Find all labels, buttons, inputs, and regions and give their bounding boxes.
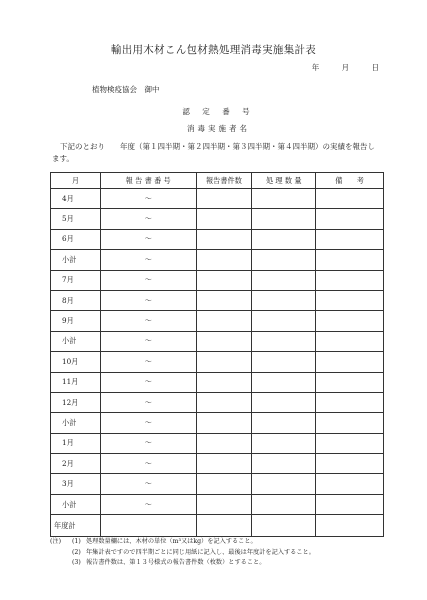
report-count-cell[interactable]	[196, 229, 252, 249]
addressee: 植物検疫協会 御中	[92, 85, 160, 94]
note-text: 報告書件数は、第１３号様式の報告書件数（枚数）とすること。	[86, 559, 266, 566]
table-row	[51, 372, 384, 392]
table-row	[51, 413, 384, 433]
quantity-cell[interactable]	[252, 229, 316, 249]
report-count-cell[interactable]	[196, 311, 252, 331]
report-count-cell[interactable]	[196, 352, 252, 372]
month-cell: 小計	[51, 250, 101, 270]
report-number-cell[interactable]: ～	[100, 189, 196, 209]
report-number-cell[interactable]: ～	[100, 229, 196, 249]
table-row	[51, 229, 384, 249]
note-item	[50, 558, 390, 569]
remarks-cell[interactable]	[316, 392, 384, 412]
report-number-cell[interactable]: ～	[100, 392, 196, 412]
note-number: (2)	[72, 548, 81, 556]
month-cell: 小計	[51, 331, 101, 351]
quantity-cell[interactable]	[252, 352, 316, 372]
month-cell: 10月	[51, 352, 101, 372]
header-remarks: 備 考	[316, 173, 384, 189]
report-count-cell[interactable]	[196, 372, 252, 392]
quantity-cell[interactable]	[252, 474, 316, 494]
month-cell: 4月	[51, 189, 101, 209]
header-report-count: 報告書件数	[196, 173, 252, 189]
quantity-cell[interactable]	[252, 454, 316, 474]
report-number-cell[interactable]: ～	[100, 290, 196, 310]
remarks-cell[interactable]	[316, 270, 384, 290]
month-cell: 7月	[51, 270, 101, 290]
quantity-cell[interactable]	[252, 372, 316, 392]
notes-label: (注)	[50, 538, 62, 545]
quantity-cell[interactable]	[252, 270, 316, 290]
month-cell: 8月	[51, 290, 101, 310]
report-number-cell[interactable]: ～	[100, 331, 196, 351]
report-number-cell[interactable]: ～	[100, 270, 196, 290]
month-cell: 小計	[51, 413, 101, 433]
remarks-cell[interactable]	[316, 474, 384, 494]
note-text: 年集計表ですので四半期ごとに同じ用紙に記入し、最後は年度計を記入すること。	[86, 548, 315, 556]
quantity-cell[interactable]	[252, 311, 316, 331]
remarks-cell[interactable]	[316, 229, 384, 249]
report-count-cell[interactable]	[196, 270, 252, 290]
header-report-number: 報 告 書 番 号	[100, 173, 196, 189]
report-number-cell[interactable]: ～	[100, 250, 196, 270]
quantity-cell[interactable]	[252, 209, 316, 229]
report-count-cell[interactable]	[196, 494, 252, 514]
month-cell: 小計	[51, 494, 101, 514]
remarks-cell[interactable]	[316, 331, 384, 351]
total-row	[51, 515, 384, 537]
table-row	[51, 392, 384, 412]
report-count-cell[interactable]	[196, 474, 252, 494]
header-month: 月	[51, 173, 101, 189]
operator-name-label: 消毒実施者名	[187, 124, 250, 133]
report-number-cell[interactable]: ～	[100, 494, 196, 514]
remarks-cell[interactable]	[316, 413, 384, 433]
report-number-cell[interactable]: ～	[100, 372, 196, 392]
quantity-cell[interactable]	[252, 331, 316, 351]
report-count-cell[interactable]	[196, 209, 252, 229]
report-count-cell[interactable]	[196, 250, 252, 270]
remarks-cell[interactable]	[316, 290, 384, 310]
month-cell: 6月	[51, 229, 101, 249]
report-number-cell[interactable]: ～	[100, 352, 196, 372]
header-quantity: 処 理 数 量	[252, 173, 316, 189]
certification-number-label: 認 定 番 号	[182, 107, 255, 116]
table-row	[51, 189, 384, 209]
quantity-cell[interactable]	[252, 250, 316, 270]
report-number-cell[interactable]: ～	[100, 454, 196, 474]
quantity-cell[interactable]	[252, 290, 316, 310]
report-count-cell[interactable]	[196, 392, 252, 412]
report-count-cell[interactable]	[196, 290, 252, 310]
remarks-cell[interactable]	[316, 352, 384, 372]
month-cell: 2月	[51, 454, 101, 474]
table-row	[51, 494, 384, 514]
table-row	[51, 209, 384, 229]
month-cell: 11月	[51, 372, 101, 392]
month-cell: 1月	[51, 433, 101, 453]
table-row	[51, 433, 384, 453]
total-report-number-cell[interactable]	[100, 515, 196, 537]
quantity-cell[interactable]	[252, 189, 316, 209]
notes	[50, 537, 390, 569]
report-count-cell[interactable]	[196, 433, 252, 453]
report-number-cell[interactable]: ～	[100, 474, 196, 494]
remarks-cell[interactable]	[316, 494, 384, 514]
month-cell: 12月	[51, 392, 101, 412]
table-row	[51, 474, 384, 494]
note-item	[50, 548, 390, 559]
form-title: 輸出用木材こん包材熱処理消毒実施集計表	[110, 44, 317, 56]
intro-text: 下記のとおり 年度（第１四半期・第２四半期・第３四半期・第４四半期）の実績を報告します。	[52, 142, 375, 163]
month-cell: 5月	[51, 209, 101, 229]
remarks-cell[interactable]	[316, 433, 384, 453]
table-row	[51, 311, 384, 331]
quantity-cell[interactable]	[252, 413, 316, 433]
total-remarks-cell[interactable]	[316, 515, 384, 537]
note-text: 処理数量欄には、木材の単位（m³又はkg）を記入すること。	[86, 538, 257, 545]
remarks-cell[interactable]	[316, 311, 384, 331]
total-report-count-cell[interactable]	[196, 515, 252, 537]
report-count-cell[interactable]	[196, 331, 252, 351]
table-body	[51, 189, 384, 537]
remarks-cell[interactable]	[316, 209, 384, 229]
remarks-cell[interactable]	[316, 189, 384, 209]
report-number-cell[interactable]: ～	[100, 433, 196, 453]
note-item	[50, 537, 390, 548]
table-row	[51, 270, 384, 290]
note-number: (3)	[72, 559, 81, 566]
quantity-cell[interactable]	[252, 392, 316, 412]
report-count-cell[interactable]	[196, 189, 252, 209]
table-row	[51, 352, 384, 372]
table-row	[51, 290, 384, 310]
remarks-cell[interactable]	[316, 250, 384, 270]
table-row	[51, 454, 384, 474]
report-count-cell[interactable]	[196, 454, 252, 474]
year-total-label: 年度計	[51, 515, 101, 537]
table-row	[51, 331, 384, 351]
date-year: 年	[311, 63, 320, 72]
date-line	[292, 62, 379, 73]
quantity-cell[interactable]	[252, 494, 316, 514]
remarks-cell[interactable]	[316, 372, 384, 392]
month-cell: 3月	[51, 474, 101, 494]
note-number: (1)	[72, 538, 81, 545]
month-cell: 9月	[51, 311, 101, 331]
report-number-cell[interactable]: ～	[100, 311, 196, 331]
summary-table	[50, 172, 384, 537]
quantity-cell[interactable]	[252, 433, 316, 453]
report-number-cell[interactable]: ～	[100, 413, 196, 433]
remarks-cell[interactable]	[316, 454, 384, 474]
report-count-cell[interactable]	[196, 413, 252, 433]
date-day: 日	[371, 63, 379, 72]
table-row	[51, 250, 384, 270]
total-quantity-cell[interactable]	[252, 515, 316, 537]
report-number-cell[interactable]: ～	[100, 209, 196, 229]
table-header-row	[51, 173, 384, 189]
date-month: 月	[341, 63, 350, 72]
